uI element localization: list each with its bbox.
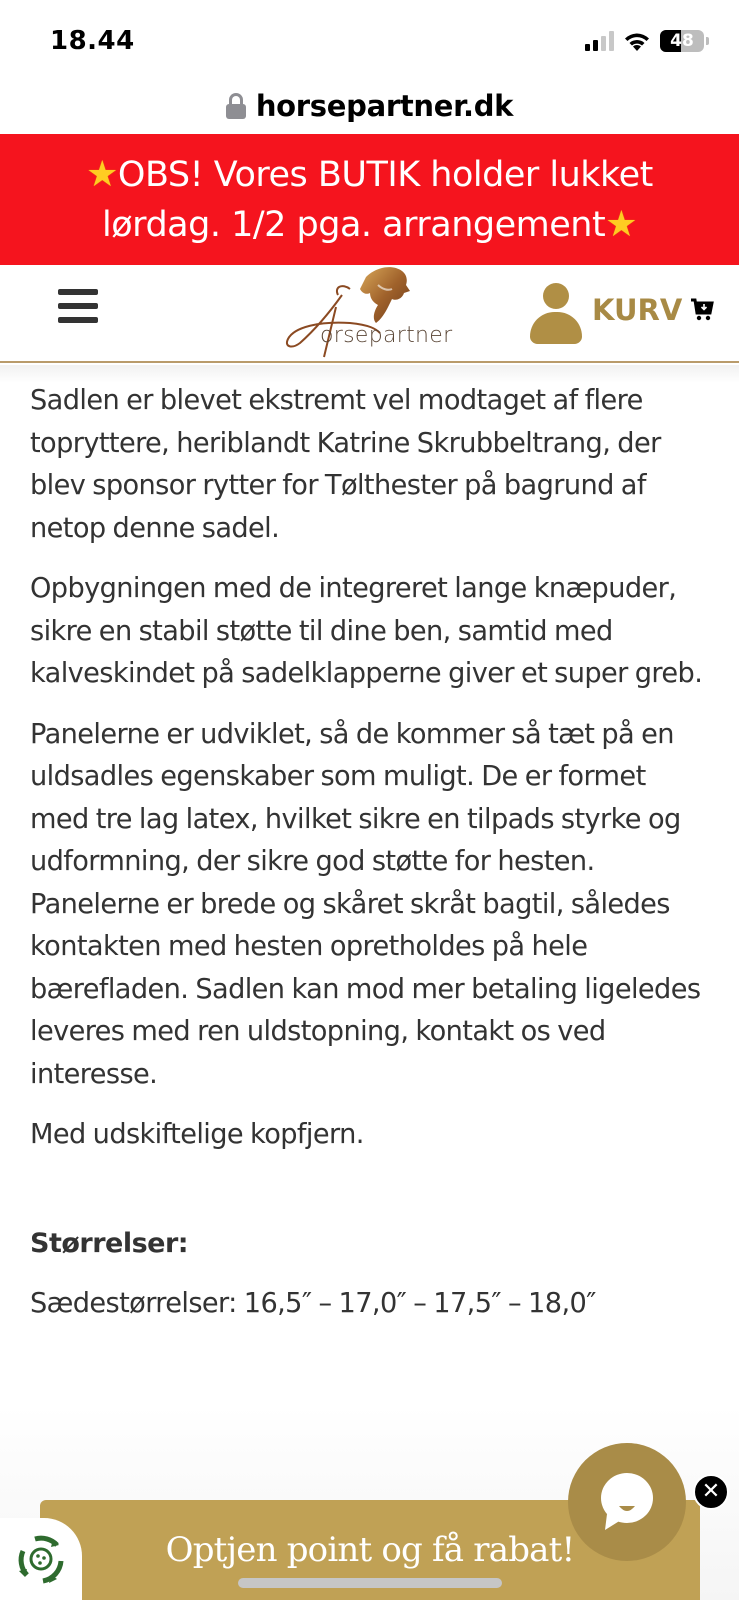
star-icon: ★ xyxy=(86,153,118,195)
announcement-line-1: ★OBS! Vores BUTIK holder lukket xyxy=(0,150,739,200)
announcement-banner xyxy=(0,134,739,265)
close-chat-button[interactable]: ✕ xyxy=(693,1474,729,1510)
seat-sizes: Sædestørrelser: 16,5″ – 17,0″ – 17,5″ – 18,0″ xyxy=(30,1287,596,1319)
status-bar xyxy=(0,0,739,80)
address-bar[interactable] xyxy=(0,78,739,134)
product-description xyxy=(0,365,739,1600)
sizes-heading: Størrelser: xyxy=(30,1227,189,1259)
status-time: 18.44 xyxy=(50,26,135,56)
description-paragraph-3: Panelerne er udviklet, så de kommer så tæt på en uldsadles egenskaber som muligt. De er formet med tre lag latex, hvilket sikre en tilpads styrke og udformning, der sikre god støtte for hesten. Panelerne er brede og skåret skråt bagtil, således kontakten med hesten opretholdes på hele bærefladen. Sadlen kan mod mer betaling ligeledes leveres med ren uldstopning, kontakt os ved interesse. xyxy=(30,718,701,1090)
horsepartner-logo[interactable] xyxy=(280,265,460,361)
description-paragraph-2: Opbygningen med de integreret lange knæpuder, sikre en stabil støtte til dine ben, samtid med kalveskindet på sadelklapperne giver et super greb. xyxy=(30,573,703,689)
star-icon: ★ xyxy=(605,203,637,245)
home-indicator[interactable] xyxy=(238,1578,502,1588)
rewards-label: Optjen point og få rabat! xyxy=(165,1530,575,1570)
description-paragraph-1: Sadlen er blevet ekstremt vel modtaget af flere topryttere, heriblandt Katrine Skrubbeltrang, der blev sponsor rytter for Tølthester på bagrund af netop denne sadel. xyxy=(30,385,661,544)
wifi-icon xyxy=(623,30,651,52)
battery-icon xyxy=(660,30,709,52)
user-icon[interactable] xyxy=(530,283,582,345)
cart-label[interactable]: KURV xyxy=(592,293,683,327)
recycle-rewards-icon xyxy=(13,1531,69,1587)
chat-bubble-icon xyxy=(597,1470,657,1534)
site-header xyxy=(0,265,739,363)
cart-icon[interactable] xyxy=(690,298,714,322)
rewards-badge[interactable] xyxy=(0,1518,82,1600)
signal-icon xyxy=(585,31,614,51)
battery-level: 48 xyxy=(670,31,694,51)
status-icons xyxy=(585,30,709,52)
announcement-line-2: lørdag. 1/2 pga. arrangement★ xyxy=(0,200,739,250)
hamburger-menu-icon[interactable] xyxy=(58,289,98,323)
description-paragraph-4: Med udskiftelige kopfjern. xyxy=(30,1119,364,1150)
chat-button[interactable] xyxy=(568,1443,686,1561)
logo-text: orsepartner xyxy=(320,323,453,348)
url-text: horsepartner.dk xyxy=(255,89,514,123)
lock-icon xyxy=(226,93,246,119)
